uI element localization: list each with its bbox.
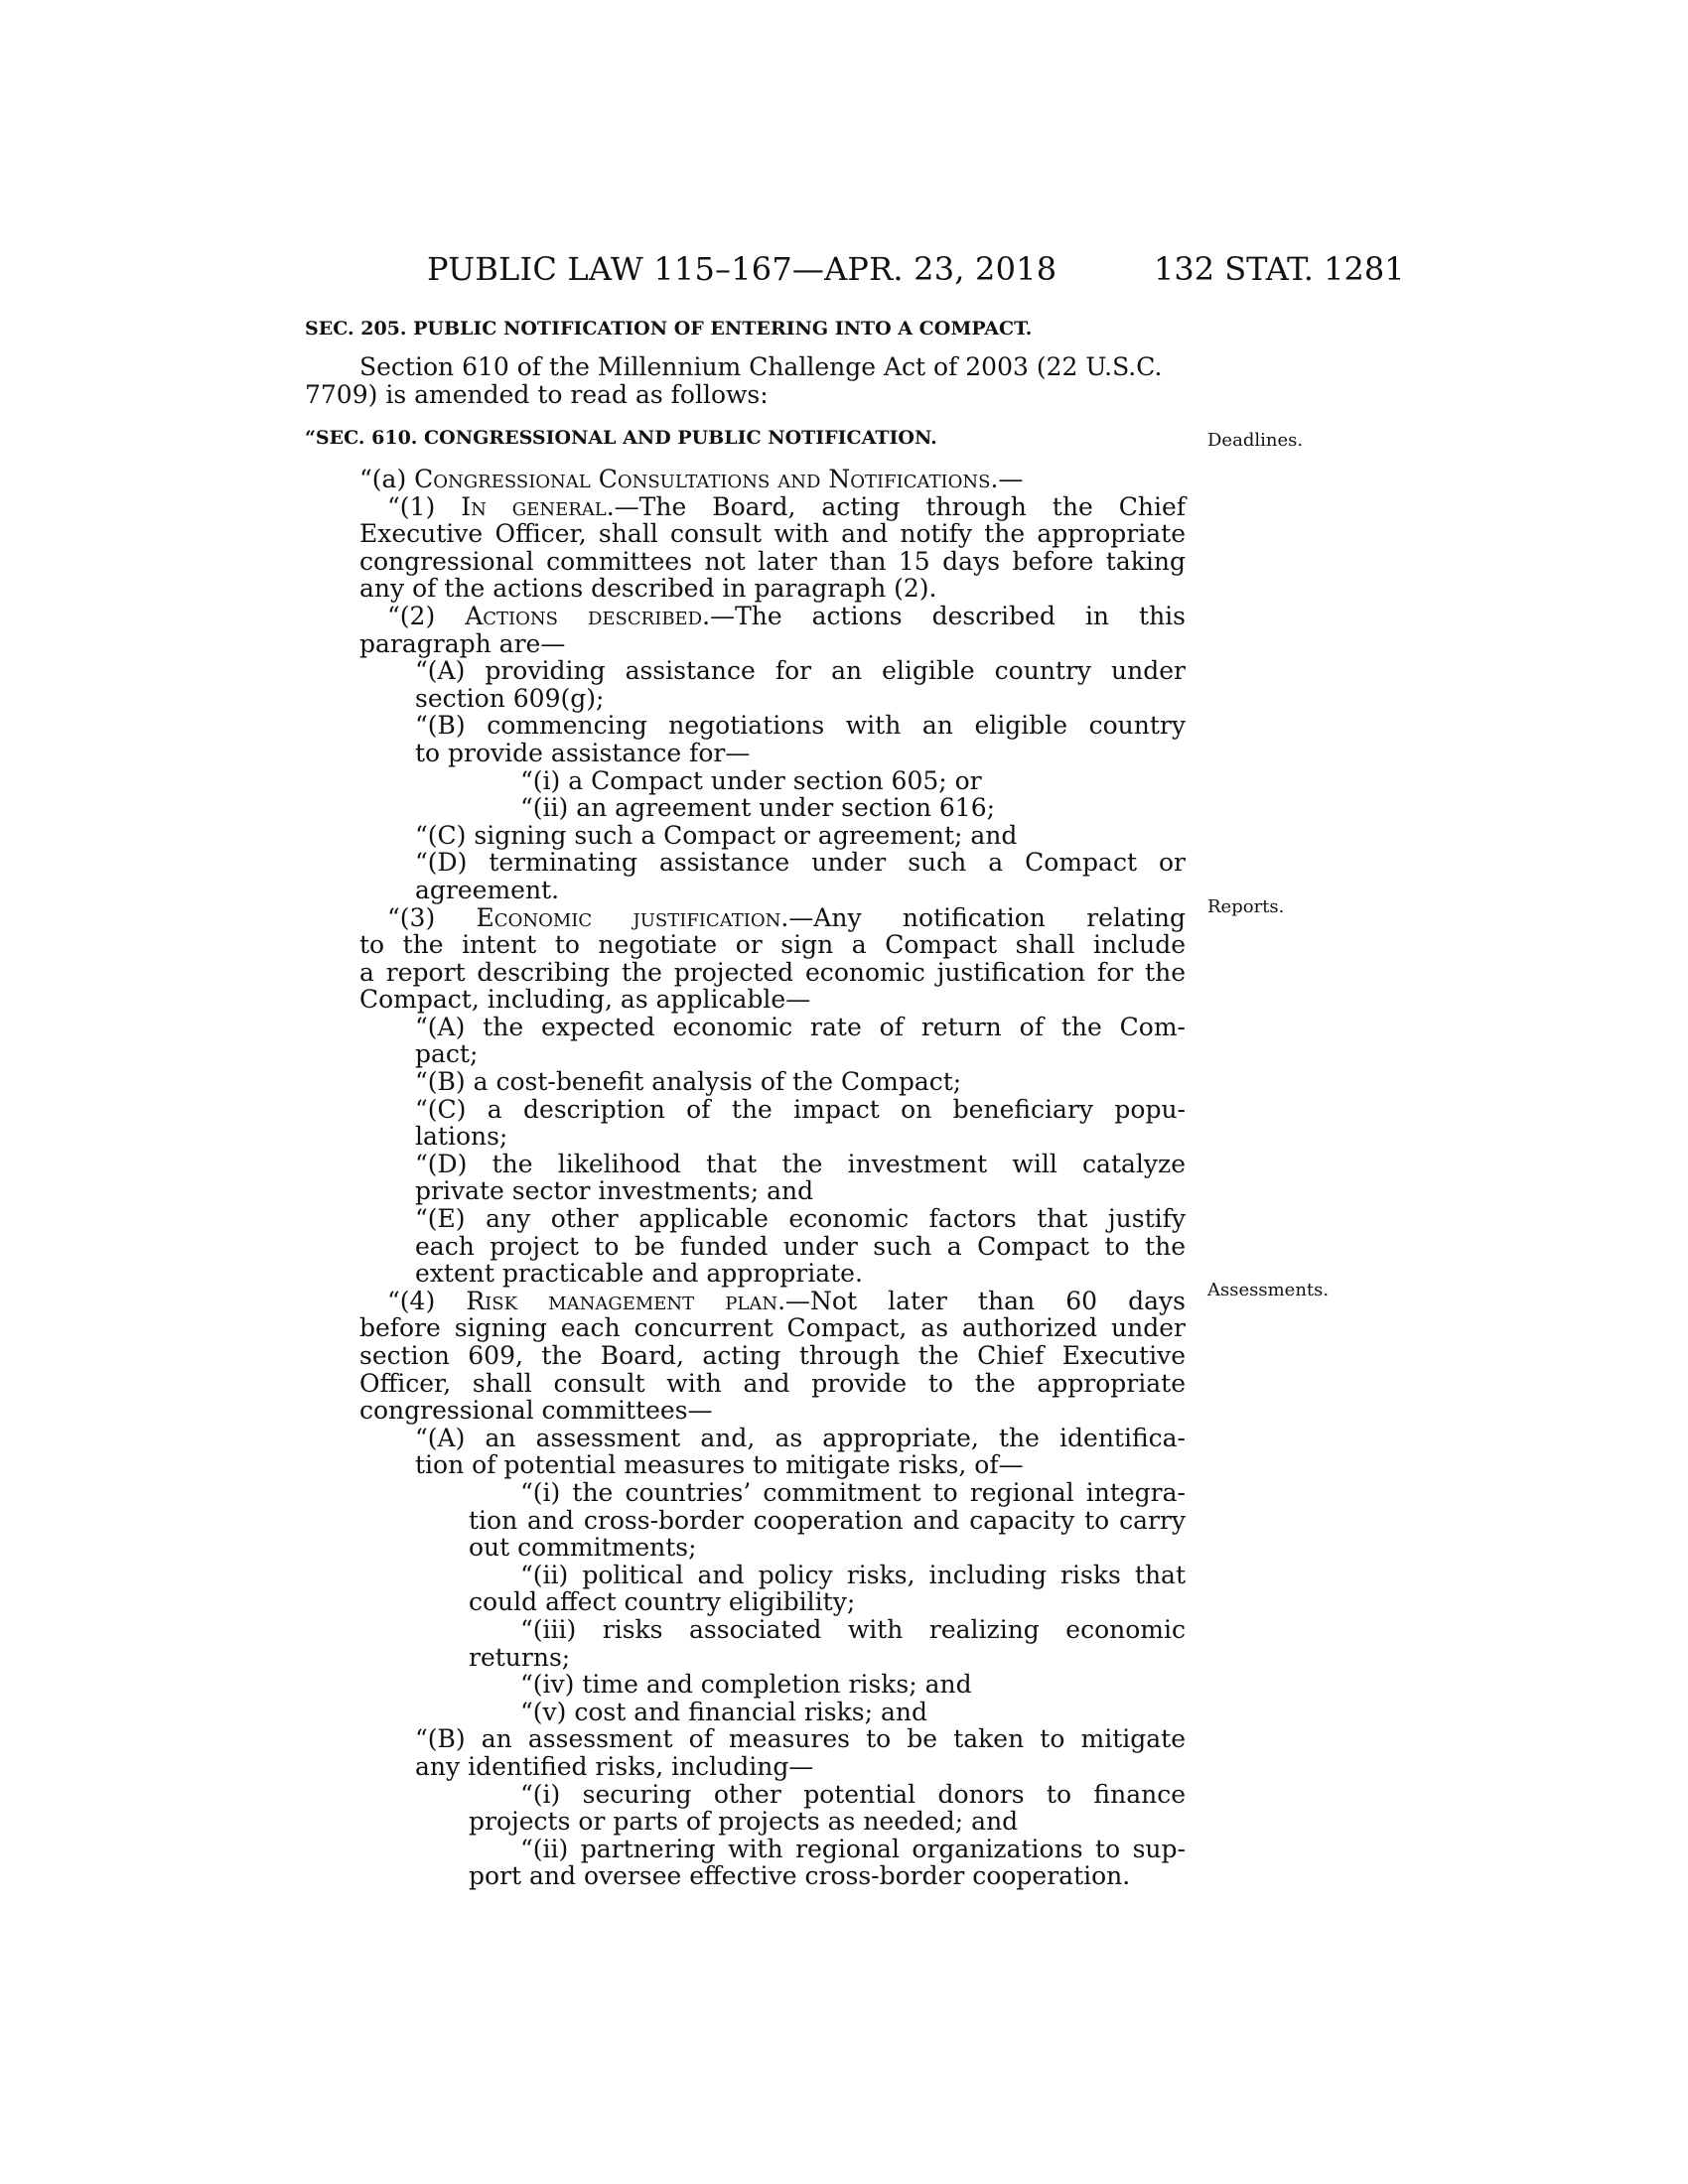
intro-line-2: 7709) is amended to read as follows: [305,379,769,409]
text-line: “(D) terminating assistance under such a Compact or [415,848,1186,878]
text-line: any identified risks, including— [415,1751,814,1781]
section-610-heading: “SEC. 610. CONGRESSIONAL AND PUBLIC NOTIFICATION. [305,427,937,449]
text-line: paragraph are— [359,628,566,658]
text-line: Officer, shall consult with and provide to the appropriate [359,1368,1186,1398]
text-line: “(4) Risk management plan.—Not later than 60 days [387,1286,1186,1315]
text-line: lations; [415,1122,508,1152]
paragraph-heading: Risk management plan [466,1286,778,1315]
text-line: Compact, including, as applicable— [359,985,811,1015]
text-line: “(B) commencing negotiations with an eligible country [415,711,1186,741]
text-line: extent practicable and appropriate. [415,1259,863,1289]
text-line: “(1) In general.—The Board, acting through the Chief [387,491,1187,521]
text-line: “(ii) partnering with regional organizations to sup- [520,1834,1186,1863]
text-line: projects or parts of projects as needed; and [469,1807,1019,1837]
margin-note-reports: Reports. [1207,896,1285,917]
stat-page-reference: 132 STAT. 1281 [1154,250,1405,288]
margin-note-assessments: Assessments. [1207,1280,1330,1300]
text-line: to provide assistance for— [415,738,751,767]
text-line: “(B) an assessment of measures to be taken to mitigate [415,1724,1186,1754]
text-line: “(v) cost and financial risks; and [520,1697,927,1726]
text-line: “(a) Congressional Consultations and Notifications.— [359,465,1024,493]
text-line: “(E) any other applicable economic factors that justify [415,1204,1186,1234]
text-line: tion of potential measures to mitigate risks, of— [415,1450,1024,1480]
text-line: “(iii) risks associated with realizing economic [520,1614,1186,1644]
text-line: “(A) an assessment and, as appropriate, the identifica- [415,1423,1186,1452]
paragraph-heading: In general [461,491,607,521]
text-line: “(3) Economic justification.—Any notification relating [387,902,1187,932]
text-line: a report describing the projected economic justification for the [359,957,1186,987]
section-205-intro [305,352,1180,409]
text-line: any of the actions described in paragraph (2). [359,574,937,604]
text-line: “(ii) an agreement under section 616; [520,793,996,823]
text-line: section 609(g); [415,683,605,713]
section-205-heading: SEC. 205. PUBLIC NOTIFICATION OF ENTERING INTO A COMPACT. [305,318,1033,340]
text-line: congressional committees— [359,1396,713,1426]
text-line: to the intent to negotiate or sign a Compact shall include [359,930,1186,960]
text-line: section 609, the Board, acting through the Chief Executive [359,1341,1186,1370]
paragraph-heading: Congressional Consultations and Notifications [414,465,991,493]
text-line: “(i) the countries’ commitment to regional integra- [520,1477,1186,1507]
text-line: “(A) the expected economic rate of return of the Com- [415,1012,1186,1041]
text-line: “(i) a Compact under section 605; or [520,765,982,795]
paragraph-heading: Economic justification [476,902,781,932]
text-line: tion and cross-border cooperation and capacity to carry [469,1505,1186,1535]
text-line: Executive Officer, shall consult with and notify the appropriate [359,519,1186,549]
text-line: each project to be funded under such a Compact to the [415,1231,1186,1261]
text-line: “(C) signing such a Compact or agreement; and [415,820,1018,850]
text-line: congressional committees not later than 15 days before taking [359,546,1186,576]
text-line: “(i) securing other potential donors to finance [520,1779,1186,1809]
text-line: “(C) a description of the impact on beneficiary popu- [415,1094,1186,1124]
text-line: pact; [415,1039,479,1069]
running-head: PUBLIC LAW 115–167—APR. 23, 2018 [427,250,1057,288]
text-line: private sector investments; and [415,1176,814,1206]
text-line: could affect country eligibility; [469,1587,856,1617]
paragraph-heading: Actions described [465,601,703,630]
text-line: port and oversee effective cross-border cooperation. [469,1861,1131,1891]
text-line: “(B) a cost-benefit analysis of the Compact; [415,1067,962,1097]
text-line: before signing each concurrent Compact, as authorized under [359,1313,1186,1343]
section-610-body [359,466,1186,1890]
text-line: agreement. [415,875,560,904]
text-line: “(iv) time and completion risks; and [520,1670,972,1700]
text-line: “(2) Actions described.—The actions described in this [387,601,1187,630]
text-line: out commitments; [469,1533,697,1563]
intro-line-1: Section 610 of the Millennium Challenge Act of 2003 (22 U.S.C. [359,352,1163,381]
text-line: “(ii) political and policy risks, including risks that [520,1560,1186,1589]
text-line: “(D) the likelihood that the investment will catalyze [415,1149,1186,1178]
text-line: returns; [469,1642,571,1672]
text-line: “(A) providing assistance for an eligible country under [415,656,1186,686]
margin-note-deadlines: Deadlines. [1207,430,1304,451]
